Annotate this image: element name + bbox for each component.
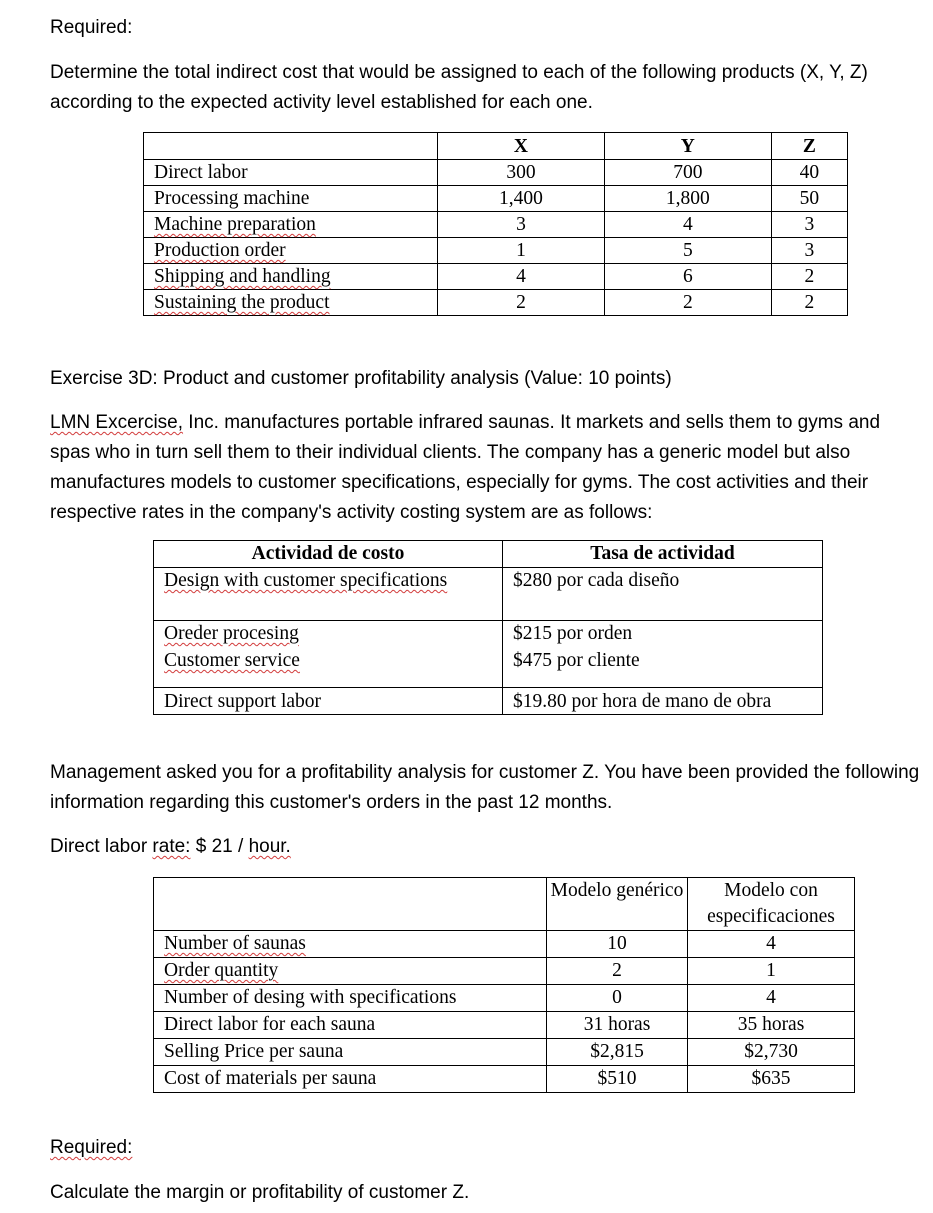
cell-generic: 31 horas: [547, 1012, 688, 1039]
cell-generic: 2: [547, 958, 688, 985]
activity-label: Oreder procesing: [164, 623, 299, 644]
row-label: Production order: [154, 240, 286, 261]
direct-labor-rate: Direct labor rate: $ 21 / hour.: [50, 836, 291, 857]
table-row: [154, 958, 855, 985]
cell-generic: 0: [547, 985, 688, 1012]
row-label: Processing machine: [144, 186, 438, 212]
cell-custom: 35 horas: [688, 1012, 855, 1039]
rate-value: $215 por orden: [513, 623, 633, 644]
table-row: [154, 931, 855, 958]
management-text: Management asked you for a profitability analysis for customer Z. You have been provided the following information regarding this customer's orders in the past 12 months.: [50, 762, 920, 813]
header-activity: Actividad de costo: [154, 541, 503, 568]
exercise-description: [50, 408, 920, 528]
cell-y: 1,800: [604, 186, 771, 212]
table-row: [154, 1066, 855, 1093]
cell-generic: $510: [547, 1066, 688, 1093]
table-header-row: [154, 541, 823, 568]
cell-generic: 10: [547, 931, 688, 958]
table-row: [154, 985, 855, 1012]
cell-x: 1,400: [438, 186, 605, 212]
cell-z: 3: [771, 238, 847, 264]
header-custom: Modelo con especificaciones: [688, 878, 855, 931]
cell-z: 40: [771, 160, 847, 186]
table-row: [144, 160, 848, 186]
cell-y: 700: [604, 160, 771, 186]
table-row: [144, 212, 848, 238]
table-row: [154, 568, 823, 621]
header-generic: Modelo genérico: [547, 878, 688, 931]
row-label: Direct labor: [144, 160, 438, 186]
table-header-row: [144, 133, 848, 160]
cell-generic: $2,815: [547, 1039, 688, 1066]
row-label: Machine preparation: [154, 214, 316, 235]
rate-value: $19.80 por hora de mano de obra: [503, 688, 823, 715]
activity-label: Direct support labor: [164, 690, 322, 712]
table-row: [154, 688, 823, 715]
row-label: Sustaining the product: [154, 292, 330, 313]
rate-value: $475 por cliente: [513, 650, 640, 671]
cell-z: 50: [771, 186, 847, 212]
table-header-row: [154, 878, 855, 931]
table-row: [144, 186, 848, 212]
header-blank: [144, 133, 438, 160]
row-label: Number of saunas: [164, 933, 306, 954]
header-z: Z: [771, 133, 847, 160]
cell-custom: 4: [688, 931, 855, 958]
row-label: Direct labor for each sauna: [154, 1012, 547, 1039]
cell-y: 2: [604, 290, 771, 316]
row-label: Selling Price per sauna: [154, 1039, 547, 1066]
cell-x: 1: [438, 238, 605, 264]
row-label: Shipping and handling: [154, 266, 331, 287]
row-label: Number of desing with specifications: [154, 985, 547, 1012]
row-label: Cost of materials per sauna: [154, 1066, 547, 1093]
table-row: [154, 621, 823, 688]
table-row: [144, 264, 848, 290]
required-text-1: Determine the total indirect cost that would be assigned to each of the following products (X, Y, Z) according to the expected activity level established for each one.: [50, 62, 868, 113]
activity-label: Design with customer specifications: [164, 570, 448, 591]
customer-z-table: [153, 877, 855, 1093]
activity-level-table: [143, 132, 848, 316]
cell-z: 2: [771, 264, 847, 290]
header-x: X: [438, 133, 605, 160]
cell-z: 2: [771, 290, 847, 316]
header-blank: [154, 878, 547, 931]
required-heading-1: Required:: [50, 17, 133, 38]
activity-rate-table: [153, 540, 823, 715]
cell-custom: 1: [688, 958, 855, 985]
table-row: [144, 290, 848, 316]
cell-y: 6: [604, 264, 771, 290]
cell-custom: 4: [688, 985, 855, 1012]
cell-x: 3: [438, 212, 605, 238]
cell-y: 5: [604, 238, 771, 264]
cell-x: 4: [438, 264, 605, 290]
table-row: [154, 1039, 855, 1066]
cell-x: 2: [438, 290, 605, 316]
rate-value: $280 por cada diseño: [503, 568, 823, 621]
exercise-title: Exercise 3D: Product and customer profitability analysis (Value: 10 points): [50, 368, 672, 389]
required-heading-2: Required:: [50, 1137, 133, 1158]
cell-custom: $2,730: [688, 1039, 855, 1066]
cell-custom: $635: [688, 1066, 855, 1093]
table-row: [154, 1012, 855, 1039]
table-row: [144, 238, 848, 264]
activity-label: Customer service: [164, 650, 300, 671]
header-rate: Tasa de actividad: [503, 541, 823, 568]
cell-x: 300: [438, 160, 605, 186]
header-y: Y: [604, 133, 771, 160]
cell-y: 4: [604, 212, 771, 238]
cell-z: 3: [771, 212, 847, 238]
row-label: Order quantity: [164, 960, 279, 981]
required-text-2: Calculate the margin or profitability of customer Z.: [50, 1182, 470, 1203]
company-name: LMN Excercise,: [50, 412, 184, 433]
description-text: Inc. manufactures portable infrared saunas. It markets and sells them to gyms and spas who in turn sell them to their individual clients. The company has a generic model but also manufactures models to customer specifications, especially for gyms. The cost activities and their respective rates in the company's activity costing system are as follows:: [50, 412, 881, 523]
